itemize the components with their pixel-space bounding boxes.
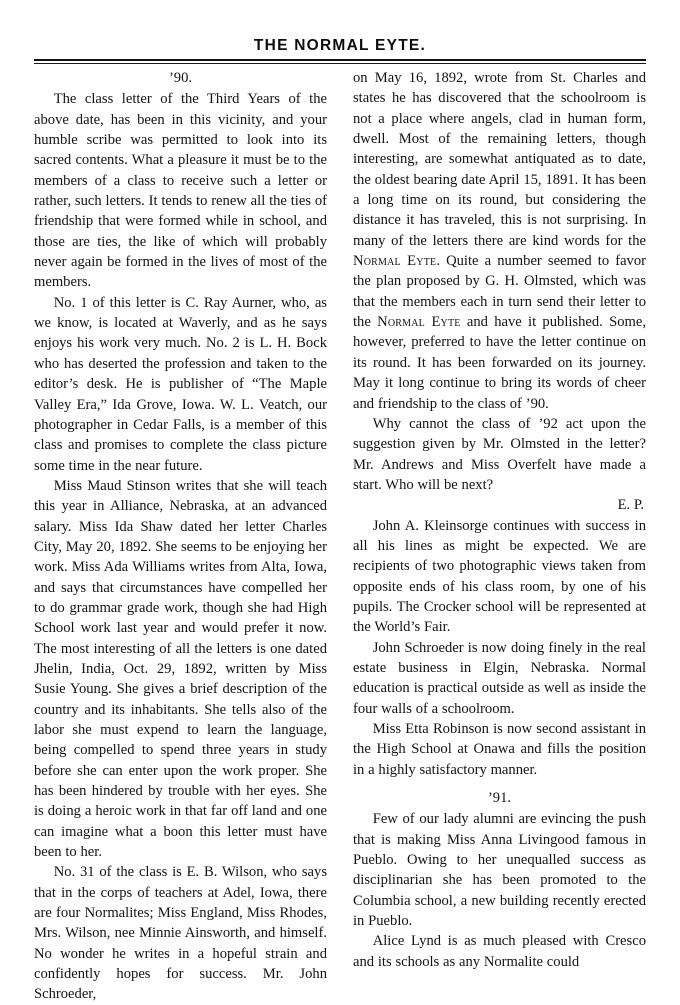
paragraph-text-part-3: and have it published. Some, however, preferred to have the letter continue on its round. It has been forwarded on its journey. May it long continue to bring its words of cheer and friendship to the class of ’90. bbox=[353, 314, 646, 412]
column-left bbox=[34, 68, 327, 1003]
two-column-body bbox=[0, 68, 680, 1003]
page-title: THE NORMAL EYTE. bbox=[253, 37, 427, 54]
section-heading-90: ’90. bbox=[168, 70, 193, 86]
paragraph-continued bbox=[353, 68, 646, 414]
paragraph: The class letter of the Third Years of the above date, has been in this vicinity, and your humble scribe was permitted to look into its sacred contents. What a pleasure it must be to the members of a class to receive such a letter or rather, such letters. It tends to renew all the ties of friendship that were formed while in school, and those are ties, the like of which will probably never again be formed in the lives of most of the members. bbox=[34, 91, 327, 291]
smallcaps-normal-eyte: Normal Eyte bbox=[353, 253, 437, 270]
header-double-rule bbox=[34, 59, 646, 64]
rule-thick bbox=[34, 59, 646, 61]
paragraph: No. 31 of the class is E. B. Wilson, who says that in the corps of teachers at Adel, Iowa, there are four Normalites; Miss England, Miss Rhodes, Mrs. Wilson, nee Minnie Ainsworth, and himself. No wonder he writes in a hopeful strain and confidently hopes for success. Mr. John Schroeder, bbox=[34, 864, 327, 1003]
paragraph: Few of our lady alumni are evincing the push that is making Miss Anna Livingood famous in Pueblo. Owing to her unequalled success as disciplinarian she has been promoted to the Columbia school, a new building recently erected in Pueblo. bbox=[353, 811, 646, 930]
paragraph: No. 1 of this letter is C. Ray Aurner, who, as we know, is located at Waverly, and as he says enjoys his work very much. No. 2 is L. H. Bock who has deserted the profession and taken to the editor’s desk. He is publisher of “The Maple Valley Era,” Ida Grove, Iowa. W. L. Veatch, our photographer in Cedar Falls, is a member of this class and promises to complete the class picture some time in the near future. bbox=[34, 294, 327, 474]
paragraph: John A. Kleinsorge continues with success in all his lines as might be expected. We are recipients of two photographic views taken from opposite ends of his class room, by one of his pupils. The Crocker school will be represented at the World’s Fair. bbox=[353, 517, 646, 636]
section-heading-91: ’91. bbox=[487, 790, 512, 807]
paragraph: Miss Etta Robinson is now second assistant in the High School at Onawa and fills the position in a highly satisfactory manner. bbox=[353, 721, 646, 778]
signature-initials: E. P. bbox=[617, 497, 644, 514]
smallcaps-normal-eyte: Normal Eyte bbox=[377, 314, 461, 331]
rule-thin bbox=[34, 63, 646, 64]
paragraph: Miss Maud Stinson writes that she will teach this year in Alliance, Nebraska, at an advanced salary. Miss Ida Shaw dated her letter Charles City, May 20, 1892. She seems to be enjoying her work. Miss Ada Williams writes from Alta, Iowa, and says that circumstances have compelled her to do grammar grade work, though she had High School work last year and would prefer it now. The most interesting of all the letters is one dated Jhelin, India, Oct. 29, 1892, written by Miss Susie Young. She gives a brief description of the country and its inhabitants. She tells also of the labor she must expend to learn the language, being compelled to spend three years in study before she can enter upon the work proper. She has been hindered by trouble with her eyes. She is doing a heroic work in that far off land and one can imagine what a boon this letter must have been to her. bbox=[34, 477, 327, 861]
running-head bbox=[34, 38, 646, 54]
paragraph: Why cannot the class of ’92 act upon the suggestion given by Mr. Olmsted in the letter? Mr. Andrews and Miss Overfelt have made a start. Who will be next? bbox=[353, 415, 646, 493]
paragraph-text-part-2: . Quite a number seemed to favor the plan proposed by G. H. Olmsted, which was that the members each in turn send their letter to the bbox=[353, 253, 647, 331]
paragraph-text-part-1: on May 16, 1892, wrote from St. Charles and states he has discovered that the schoolroom is not a place where angels, clad in human form, dwell. Most of the remaining letters, though interesting, are somewhat antiquated as to date, the oldest bearing date April 15, 1891. It has been a long time on its round, but considering the distance it has traveled, this is not surprising. In many of the letters there are kind words for the bbox=[353, 70, 646, 249]
column-right bbox=[353, 68, 646, 998]
paragraph: Alice Lynd is as much pleased with Cresco and its schools as any Normalite could bbox=[353, 933, 646, 970]
paragraph: John Schroeder is now doing finely in the real estate business in Elgin, Nebraska. Normal education is practical outside as well as inside the four walls of a schoolroom. bbox=[353, 639, 646, 717]
